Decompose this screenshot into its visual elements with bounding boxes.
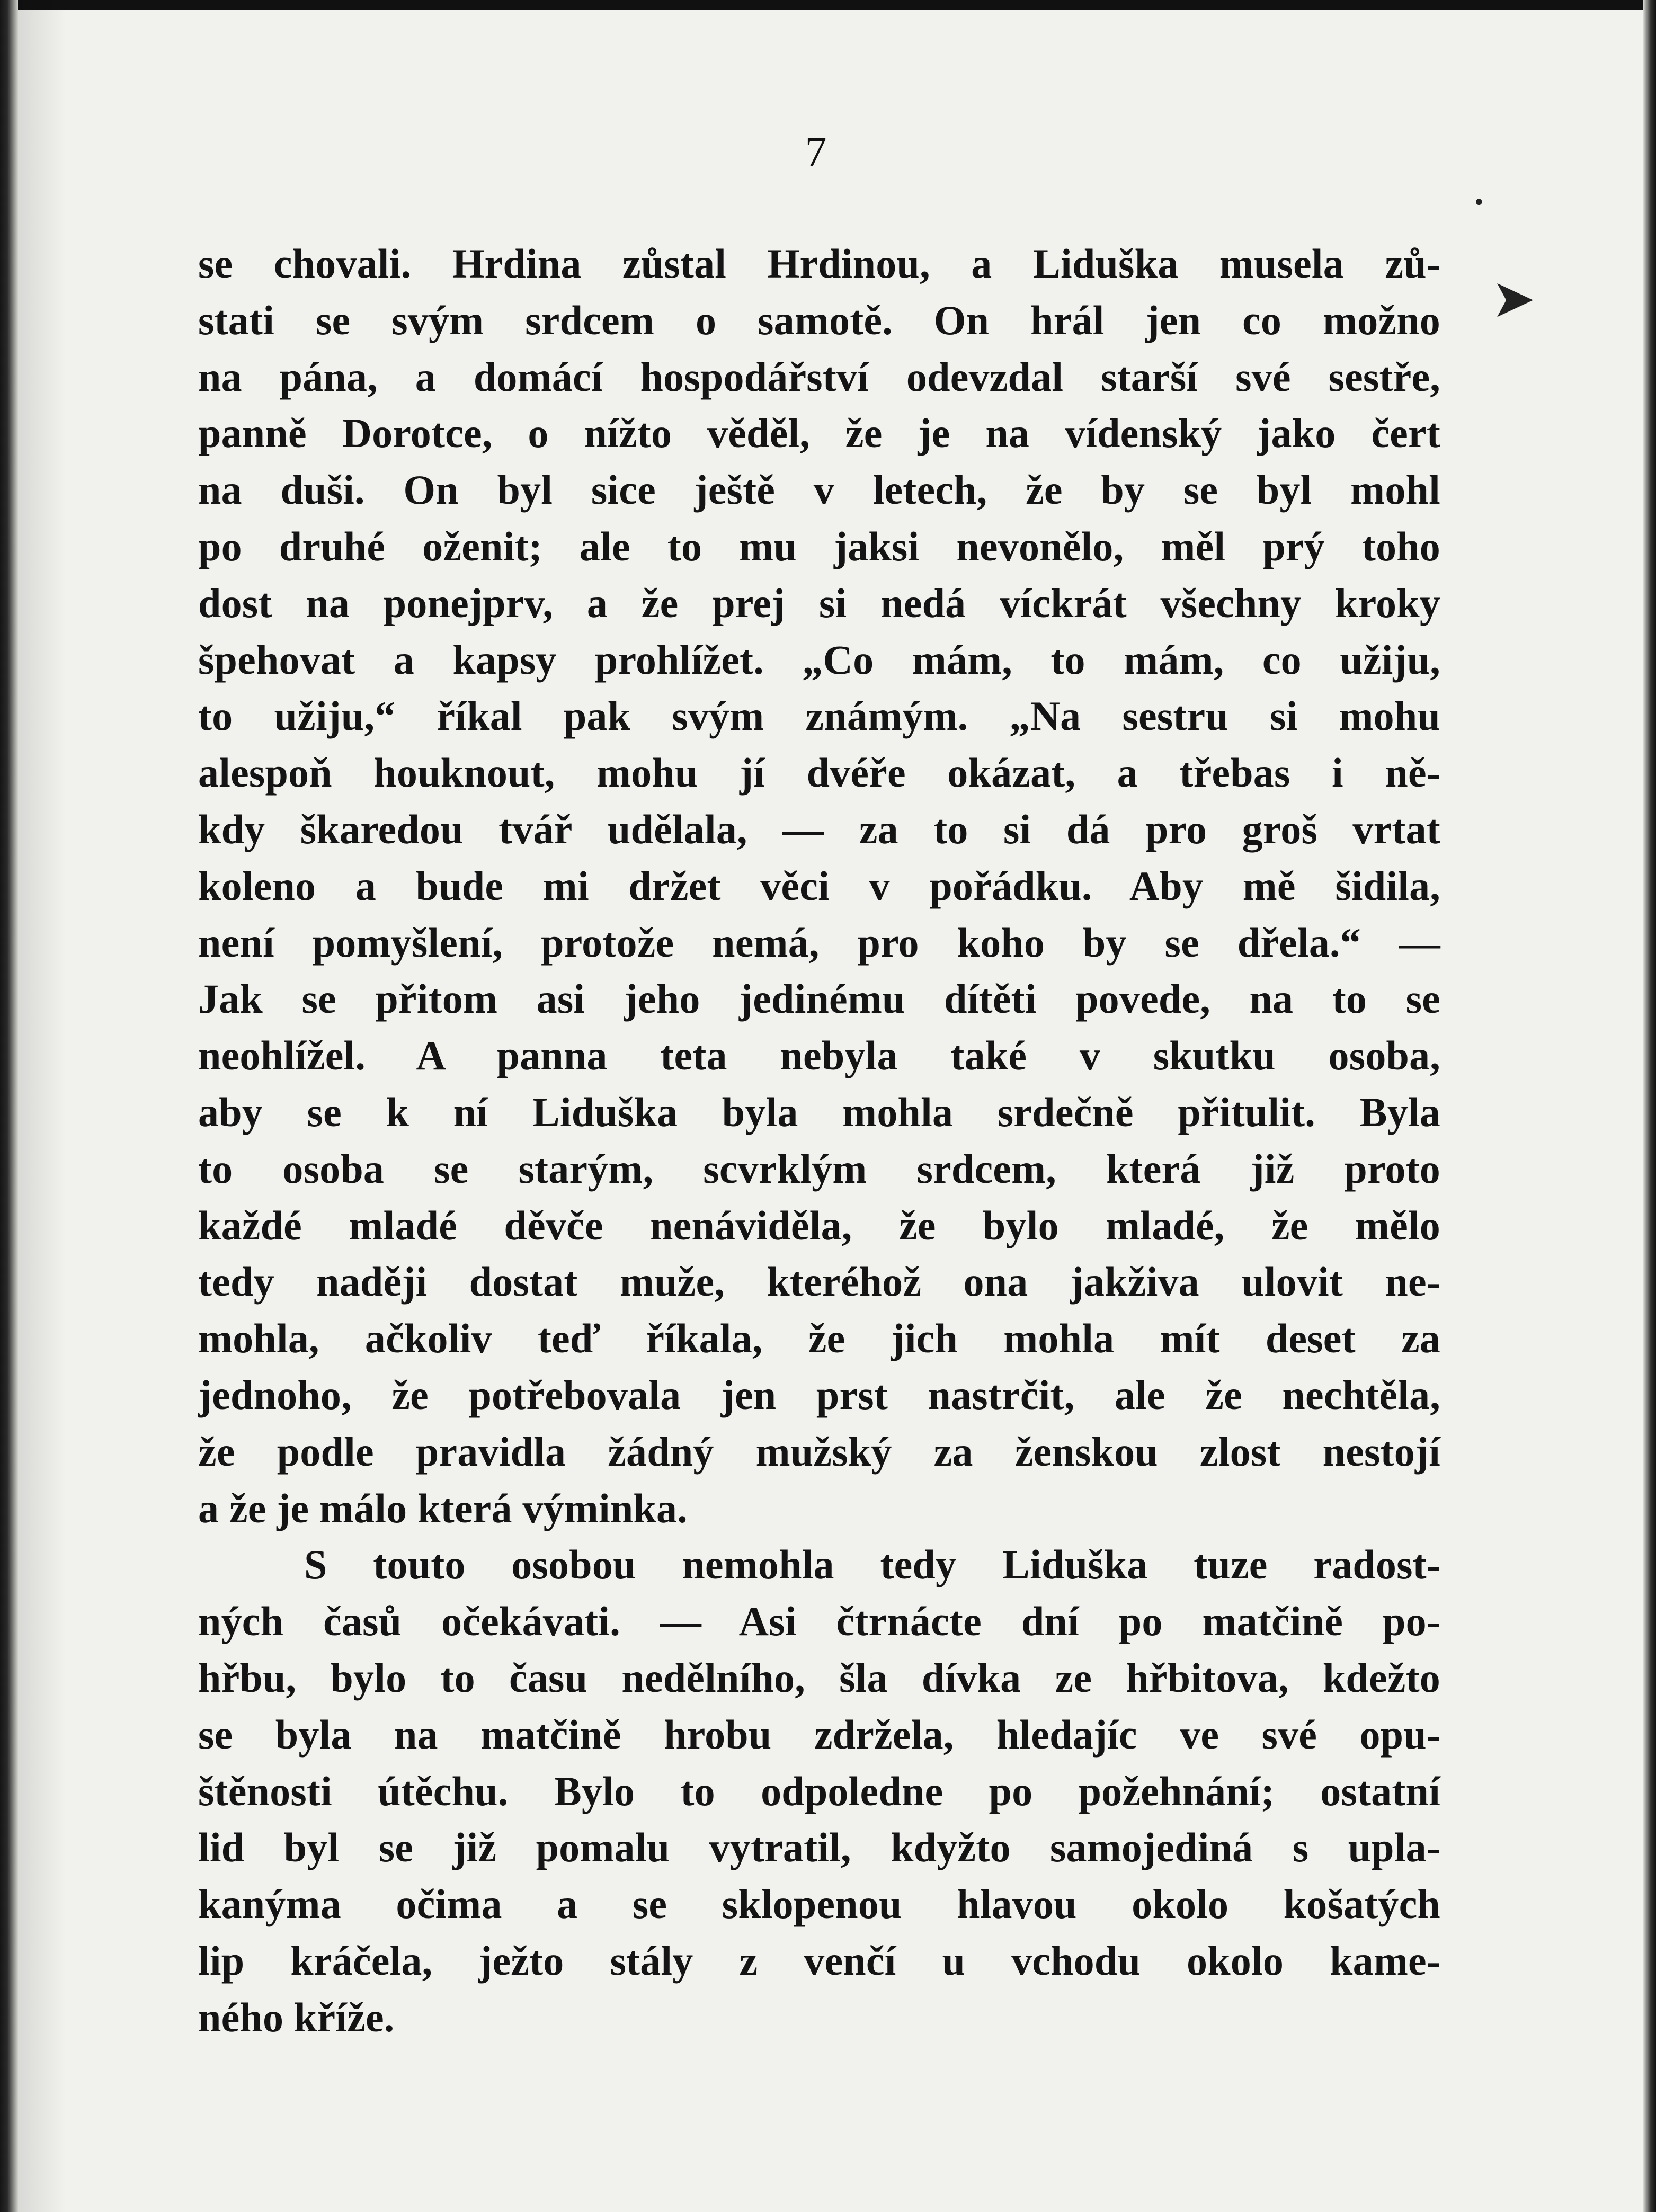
text-line: stati se svým srdcem o samotě. On hrál jen co možno [198, 297, 1440, 343]
text-line: dost na ponejprv, a že prej si nedá víckrát všechny kroky [198, 579, 1440, 626]
text-line: špehovat a kapsy prohlížet. „Co mám, to mám, co užiju, [198, 636, 1440, 683]
text-line: po druhé oženit; ale to mu jaksi nevonělo, měl prý toho [198, 523, 1440, 569]
margin-mark-icon: ➤ [1491, 267, 1536, 329]
text-line: mohla, ačkoliv teď říkala, že jich mohla mít deset za [198, 1315, 1440, 1362]
scan-top-edge [0, 0, 1656, 10]
text-line: Jak se přitom asi jeho jedinému dítěti povede, na to se [198, 976, 1440, 1022]
text-line: alespoň houknout, mohu jí dvéře okázat, a třebas i ně- [198, 750, 1440, 796]
text-line: lip kráčela, ježto stály z venčí u vchodu okolo kame- [198, 1937, 1440, 1984]
text-line: na pána, a domácí hospodářství odevzdal starší své sestře, [198, 353, 1440, 400]
text-line: štěnosti útěchu. Bylo to odpoledne po požehnání; ostatní [198, 1768, 1440, 1814]
paragraph-end-line: a že je málo která výminka. [198, 1485, 688, 1531]
book-spine-edge [0, 0, 18, 2212]
text-line: se chovali. Hrdina zůstal Hrdinou, a Liduška musela zů- [198, 240, 1440, 287]
text-line: kanýma očima a se sklopenou hlavou okolo košatých [198, 1881, 1440, 1928]
text-line: lid byl se již pomalu vytratil, kdyžto samojediná s upla- [198, 1824, 1440, 1871]
ink-speck: • [1473, 191, 1485, 215]
body-text [198, 236, 1440, 2046]
text-line: tedy naději dostat muže, kteréhož ona jakživa ulovit ne- [198, 1259, 1440, 1305]
text-line: kdy škaredou tvář udělala, — za to si dá pro groš vrtat [198, 806, 1440, 852]
text-line: ných časů očekávati. — Asi čtrnácte dní po matčině po- [198, 1598, 1440, 1645]
scan-right-edge [1643, 0, 1656, 2212]
text-line: koleno a bude mi držet věci v pořádku. Aby mě šidila, [198, 862, 1440, 909]
text-line: každé mladé děvče nenáviděla, že bylo mladé, že mělo [198, 1202, 1440, 1248]
text-line: to užiju,“ říkal pak svým známým. „Na sestru si mohu [198, 693, 1440, 739]
text-line: že podle pravidla žádný mužský za ženskou zlost nestojí [198, 1428, 1440, 1475]
text-line: hřbu, bylo to času nedělního, šla dívka ze hřbitova, kdežto [198, 1654, 1440, 1701]
text-line: není pomyšlení, protože nemá, pro koho by se dřela.“ — [198, 919, 1440, 966]
text-line: na duši. On byl sice ještě v letech, že by se byl mohl [198, 467, 1440, 513]
text-line: panně Dorotce, o nížto věděl, že je na vídenský jako čert [198, 410, 1440, 457]
gutter-shadow [18, 0, 66, 2212]
text-line: neohlížel. A panna teta nebyla také v skutku osoba, [198, 1032, 1440, 1079]
text-line: jednoho, že potřebovala jen prst nastrčit, ale že nechtěla, [198, 1371, 1440, 1418]
paragraph-end-line: ného kříže. [198, 1994, 395, 2040]
paragraph-start-line: S touto osobou nemohla tedy Liduška tuze radost- [304, 1541, 1440, 1588]
text-line: se byla na matčině hrobu zdržela, hledajíc ve své opu- [198, 1711, 1440, 1758]
text-line: aby se k ní Liduška byla mohla srdečně přitulit. Byla [198, 1089, 1440, 1135]
page-number: 7 [805, 128, 827, 176]
text-line: to osoba se starým, scvrklým srdcem, která již proto [198, 1145, 1440, 1192]
